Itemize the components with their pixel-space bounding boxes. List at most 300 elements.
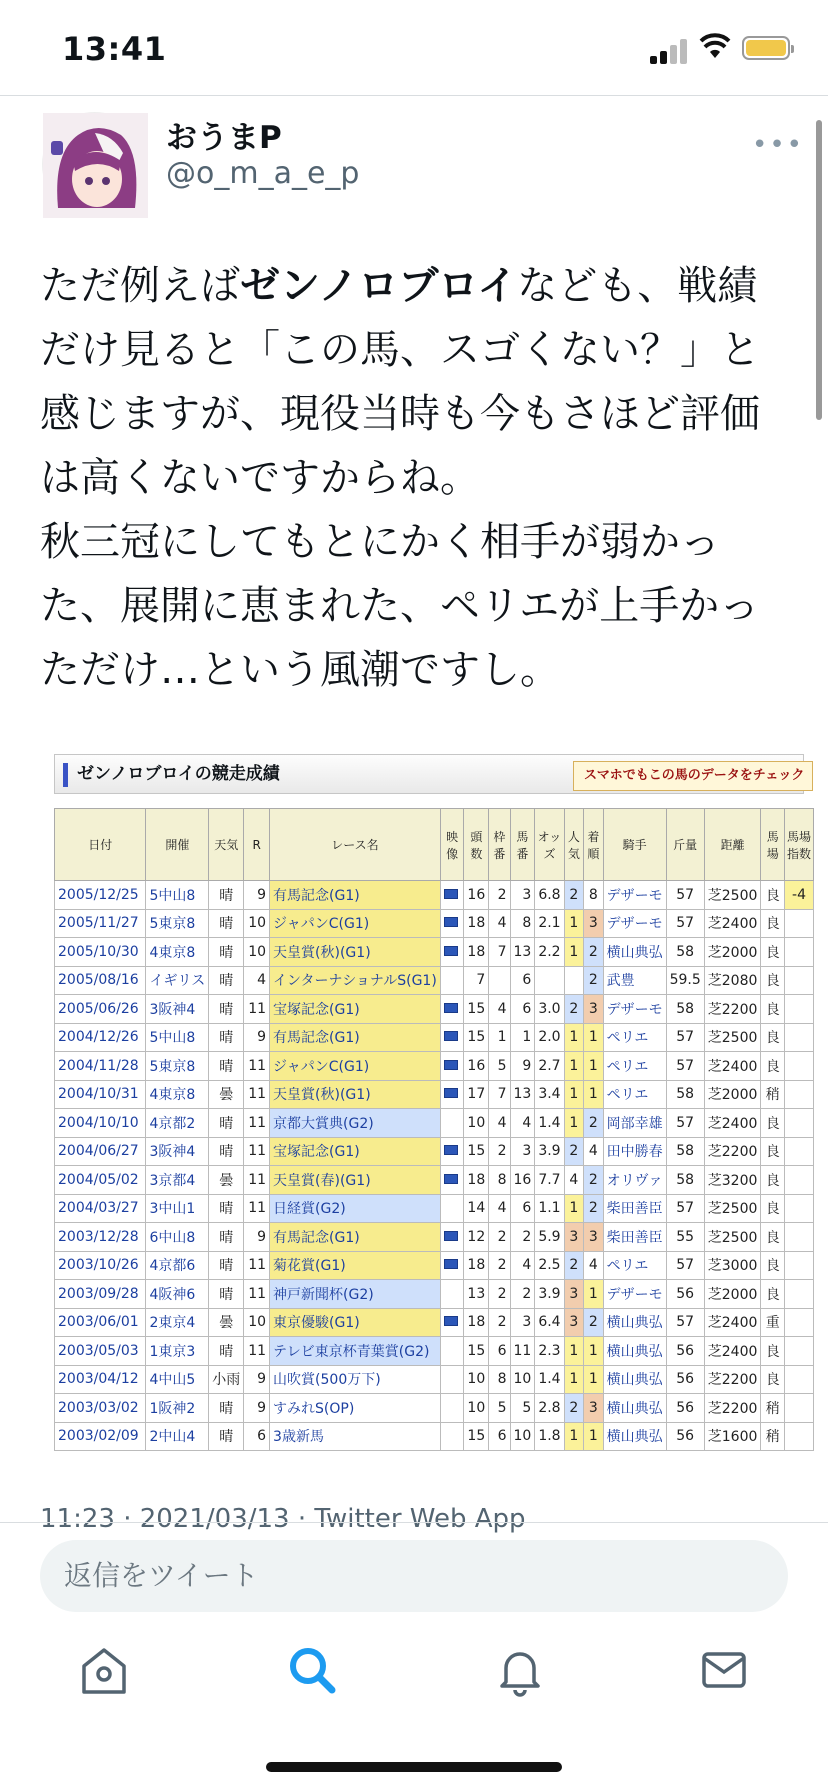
cell-video <box>440 1251 464 1280</box>
cell-dist: 芝2000 <box>704 1280 761 1309</box>
cell-r: 6 <box>244 1422 270 1451</box>
cell-pop: 2 <box>564 1251 584 1280</box>
cell-kin: 57 <box>666 909 704 938</box>
cell-waku: 6 <box>489 1422 510 1451</box>
cell-jockey[interactable]: ペリエ <box>603 1251 666 1280</box>
cell-date[interactable]: 2003/02/09 <box>55 1422 146 1451</box>
cell-weather: 曇 <box>209 1308 244 1337</box>
cell-venue[interactable]: 3阪神4 <box>146 995 209 1024</box>
cell-waku: 4 <box>489 1194 510 1223</box>
video-icon[interactable] <box>444 1174 458 1184</box>
cell-date[interactable]: 2004/12/26 <box>55 1023 146 1052</box>
cell-waku: 5 <box>489 1394 510 1423</box>
cell-jockey[interactable]: ペリエ <box>603 1052 666 1081</box>
cell-date[interactable]: 2003/10/26 <box>55 1251 146 1280</box>
cell-date[interactable]: 2004/06/27 <box>55 1137 146 1166</box>
cell-r: 9 <box>244 1365 270 1394</box>
cell-place: 1 <box>584 1280 604 1309</box>
cell-venue[interactable]: 5東京8 <box>146 1052 209 1081</box>
cell-umaban: 3 <box>510 1137 535 1166</box>
cell-pop: 1 <box>564 1194 584 1223</box>
cell-heads: 18 <box>464 938 489 967</box>
cell-place: 1 <box>584 1023 604 1052</box>
column-header: 日付 <box>55 809 146 881</box>
cell-jockey[interactable]: 柴田善臣 <box>603 1194 666 1223</box>
video-icon[interactable] <box>444 1003 458 1013</box>
cell-odds: 1.1 <box>535 1194 564 1223</box>
cell-date[interactable]: 2005/08/16 <box>55 966 146 995</box>
cell-race[interactable]: 有馬記念(G1) <box>270 1023 441 1052</box>
cell-jockey[interactable]: デザーモ <box>603 1280 666 1309</box>
cell-baba: 良 <box>761 1280 785 1309</box>
cell-race[interactable]: 宝塚記念(G1) <box>270 995 441 1024</box>
cell-idx <box>785 1365 814 1394</box>
cell-heads: 15 <box>464 995 489 1024</box>
cell-heads: 14 <box>464 1194 489 1223</box>
more-options-icon[interactable]: ••• <box>752 130 805 160</box>
cell-baba: 良 <box>761 1137 785 1166</box>
cell-video <box>440 1223 464 1252</box>
cell-jockey[interactable]: 横山典弘 <box>603 1422 666 1451</box>
cell-video <box>440 1109 464 1138</box>
cell-odds: 3.9 <box>535 1137 564 1166</box>
cell-dist: 芝2080 <box>704 966 761 995</box>
cell-pop: 1 <box>564 1023 584 1052</box>
tweet-timestamp: 11:23 · 2021/03/13 · Twitter Web App <box>40 1504 526 1534</box>
cell-venue[interactable]: 3京都4 <box>146 1166 209 1195</box>
tweet-text-bold: ゼンノロブロイ <box>240 263 518 309</box>
cell-venue[interactable]: 2中山4 <box>146 1422 209 1451</box>
cell-video <box>440 1280 464 1309</box>
cell-place: 2 <box>584 938 604 967</box>
cell-date[interactable]: 2003/12/28 <box>55 1223 146 1252</box>
cell-dist: 芝2200 <box>704 1365 761 1394</box>
cell-baba: 良 <box>761 1251 785 1280</box>
cell-place: 1 <box>584 1337 604 1366</box>
cell-idx <box>785 1394 814 1423</box>
cell-kin: 59.5 <box>666 966 704 995</box>
cell-race[interactable]: 天皇賞(春)(G1) <box>270 1166 441 1195</box>
video-icon[interactable] <box>444 1031 458 1041</box>
cell-heads: 15 <box>464 1023 489 1052</box>
cell-venue[interactable]: 3中山1 <box>146 1194 209 1223</box>
cell-jockey[interactable]: 横山典弘 <box>603 1394 666 1423</box>
cell-waku: 1 <box>489 1023 510 1052</box>
cell-waku: 2 <box>489 1137 510 1166</box>
cell-weather: 曇 <box>209 1080 244 1109</box>
cell-video <box>440 1337 464 1366</box>
cell-jockey[interactable]: 横山典弘 <box>603 1308 666 1337</box>
mail-icon[interactable] <box>694 1640 754 1700</box>
cell-weather: 晴 <box>209 1109 244 1138</box>
cell-jockey[interactable]: オリヴァ <box>603 1166 666 1195</box>
cell-pop: 1 <box>564 938 584 967</box>
cell-race[interactable]: テレビ東京杯青葉賞(G2) <box>270 1337 441 1366</box>
cell-race[interactable]: 山吹賞(500万下) <box>270 1365 441 1394</box>
cell-weather: 晴 <box>209 1023 244 1052</box>
tweet-text <box>40 254 792 702</box>
cell-weather: 晴 <box>209 1194 244 1223</box>
avatar[interactable] <box>42 112 147 217</box>
cell-race[interactable]: 宝塚記念(G1) <box>270 1137 441 1166</box>
cell-dist: 芝2400 <box>704 1109 761 1138</box>
cell-umaban: 2 <box>510 1280 535 1309</box>
cell-heads: 18 <box>464 1251 489 1280</box>
cell-venue[interactable]: 2東京4 <box>146 1308 209 1337</box>
cell-umaban: 1 <box>510 1023 535 1052</box>
cell-idx <box>785 1080 814 1109</box>
cell-waku: 8 <box>489 1166 510 1195</box>
status-bar <box>0 0 828 96</box>
cell-date[interactable]: 2004/10/10 <box>55 1109 146 1138</box>
cell-dist: 芝2500 <box>704 1023 761 1052</box>
cell-race[interactable]: 天皇賞(秋)(G1) <box>270 1080 441 1109</box>
table-row <box>55 1394 814 1423</box>
cell-place: 3 <box>584 1394 604 1423</box>
cell-place: 4 <box>584 1251 604 1280</box>
cell-odds <box>535 966 564 995</box>
cell-dist: 芝2200 <box>704 1137 761 1166</box>
cell-waku: 6 <box>489 1337 510 1366</box>
video-icon[interactable] <box>444 1088 458 1098</box>
column-header: 枠番 <box>489 809 510 881</box>
cell-video <box>440 938 464 967</box>
cell-dist: 芝2000 <box>704 938 761 967</box>
cell-date[interactable]: 2005/06/26 <box>55 995 146 1024</box>
cell-place: 2 <box>584 1194 604 1223</box>
cell-odds: 1.4 <box>535 1109 564 1138</box>
table-row <box>55 1251 814 1280</box>
home-icon[interactable] <box>74 1640 134 1700</box>
table-row <box>55 1137 814 1166</box>
cell-r: 10 <box>244 909 270 938</box>
cell-heads: 13 <box>464 1280 489 1309</box>
cell-dist: 芝1600 <box>704 1422 761 1451</box>
cell-venue[interactable]: 5東京8 <box>146 909 209 938</box>
column-header: 馬番 <box>510 809 535 881</box>
cell-waku: 4 <box>489 909 510 938</box>
cell-waku: 2 <box>489 1308 510 1337</box>
cell-race[interactable]: 東京優駿(G1) <box>270 1308 441 1337</box>
cell-weather: 晴 <box>209 1280 244 1309</box>
cell-jockey[interactable]: デザーモ <box>603 881 666 910</box>
cell-dist: 芝2500 <box>704 1194 761 1223</box>
cell-date[interactable]: 2005/12/25 <box>55 881 146 910</box>
cell-place: 3 <box>584 909 604 938</box>
cell-waku: 5 <box>489 1052 510 1081</box>
cell-baba: 良 <box>761 966 785 995</box>
user-handle[interactable]: @o_m_a_e_p <box>166 156 360 191</box>
cell-weather: 晴 <box>209 1137 244 1166</box>
cell-waku: 7 <box>489 938 510 967</box>
cell-waku: 2 <box>489 881 510 910</box>
cell-jockey[interactable]: ペリエ <box>603 1080 666 1109</box>
cell-idx <box>785 966 814 995</box>
cell-race[interactable]: 有馬記念(G1) <box>270 1223 441 1252</box>
cell-jockey[interactable]: 横山典弘 <box>603 938 666 967</box>
cell-umaban: 13 <box>510 938 535 967</box>
cell-odds: 2.1 <box>535 909 564 938</box>
cell-dist: 芝2400 <box>704 1337 761 1366</box>
cell-jockey[interactable]: デザーモ <box>603 995 666 1024</box>
clock: 13:41 <box>62 30 167 68</box>
video-icon[interactable] <box>444 1316 458 1326</box>
cell-jockey[interactable]: デザーモ <box>603 909 666 938</box>
cell-odds: 3.4 <box>535 1080 564 1109</box>
cell-pop: 2 <box>564 881 584 910</box>
cell-video <box>440 1308 464 1337</box>
table-row <box>55 1337 814 1366</box>
column-header: 馬場 <box>761 809 785 881</box>
table-row <box>55 1194 814 1223</box>
cell-idx <box>785 1052 814 1081</box>
cell-venue[interactable]: 6中山8 <box>146 1223 209 1252</box>
cell-place: 1 <box>584 1052 604 1081</box>
cell-venue[interactable]: イギリス <box>146 966 209 995</box>
battery-icon <box>742 36 790 60</box>
cell-baba: 良 <box>761 995 785 1024</box>
cell-weather: 晴 <box>209 995 244 1024</box>
scrollbar[interactable] <box>816 120 822 420</box>
cell-weather: 小雨 <box>209 1365 244 1394</box>
cell-weather: 曇 <box>209 1166 244 1195</box>
cell-baba: 稍 <box>761 1080 785 1109</box>
cell-video <box>440 1137 464 1166</box>
cell-idx <box>785 1166 814 1195</box>
cell-video <box>440 966 464 995</box>
cell-dist: 芝2200 <box>704 1394 761 1423</box>
bell-icon[interactable] <box>490 1640 550 1700</box>
cell-venue[interactable]: 4東京8 <box>146 938 209 967</box>
cell-idx <box>785 1109 814 1138</box>
cell-jockey[interactable]: 柴田善臣 <box>603 1223 666 1252</box>
table-row <box>55 1223 814 1252</box>
table-body <box>55 881 814 1451</box>
cell-idx <box>785 1308 814 1337</box>
table-title <box>54 754 804 794</box>
cell-baba: 良 <box>761 1337 785 1366</box>
cell-place: 4 <box>584 1137 604 1166</box>
cell-idx <box>785 1194 814 1223</box>
cell-waku: 8 <box>489 1365 510 1394</box>
cell-date[interactable]: 2004/11/28 <box>55 1052 146 1081</box>
cell-jockey[interactable]: 横山典弘 <box>603 1365 666 1394</box>
cell-heads: 12 <box>464 1223 489 1252</box>
video-icon[interactable] <box>444 1259 458 1269</box>
cell-jockey[interactable]: ペリエ <box>603 1023 666 1052</box>
cell-dist: 芝2400 <box>704 1052 761 1081</box>
home-indicator[interactable] <box>266 1762 562 1772</box>
cell-waku: 2 <box>489 1280 510 1309</box>
cell-heads: 7 <box>464 966 489 995</box>
cell-video <box>440 1365 464 1394</box>
cell-kin: 58 <box>666 1166 704 1195</box>
cell-race[interactable]: 有馬記念(G1) <box>270 881 441 910</box>
bottom-nav <box>0 1640 828 1710</box>
display-name[interactable]: おうまP <box>166 120 282 156</box>
cell-date[interactable]: 2003/09/28 <box>55 1280 146 1309</box>
cell-r: 11 <box>244 1166 270 1195</box>
cell-umaban: 4 <box>510 1109 535 1138</box>
cell-date[interactable]: 2005/10/30 <box>55 938 146 967</box>
cell-weather: 晴 <box>209 881 244 910</box>
cell-date[interactable]: 2004/05/02 <box>55 1166 146 1195</box>
cell-idx <box>785 1023 814 1052</box>
cell-pop: 1 <box>564 1365 584 1394</box>
video-icon[interactable] <box>444 1231 458 1241</box>
cell-venue[interactable]: 5中山8 <box>146 881 209 910</box>
cell-place: 8 <box>584 881 604 910</box>
cell-date[interactable]: 2005/11/27 <box>55 909 146 938</box>
cell-jockey[interactable]: 岡部幸雄 <box>603 1109 666 1138</box>
cell-jockey[interactable]: 横山典弘 <box>603 1337 666 1366</box>
cell-video <box>440 1422 464 1451</box>
video-icon[interactable] <box>444 889 458 899</box>
cell-baba: 重 <box>761 1308 785 1337</box>
cell-baba: 良 <box>761 1052 785 1081</box>
cell-place: 1 <box>584 1365 604 1394</box>
tweet-text-part: ただ例えば <box>40 263 240 309</box>
video-icon[interactable] <box>444 1145 458 1155</box>
cell-race[interactable]: すみれS(OP) <box>270 1394 441 1423</box>
cell-baba: 稍 <box>761 1422 785 1451</box>
cell-venue[interactable]: 4京都6 <box>146 1251 209 1280</box>
cell-dist: 芝3200 <box>704 1166 761 1195</box>
cell-umaban: 9 <box>510 1052 535 1081</box>
cell-jockey[interactable]: 田中勝春 <box>603 1137 666 1166</box>
cell-kin: 57 <box>666 1194 704 1223</box>
attached-image-race-record[interactable] <box>52 752 812 1452</box>
cell-weather: 晴 <box>209 966 244 995</box>
search-icon[interactable] <box>282 1640 342 1700</box>
reply-input[interactable]: 返信をツイート <box>40 1540 788 1612</box>
cell-kin: 56 <box>666 1394 704 1423</box>
cell-weather: 晴 <box>209 1394 244 1423</box>
cell-weather: 晴 <box>209 938 244 967</box>
cell-kin: 56 <box>666 1365 704 1394</box>
cell-video <box>440 1194 464 1223</box>
cell-weather: 晴 <box>209 1422 244 1451</box>
cell-video <box>440 881 464 910</box>
cell-heads: 10 <box>464 1365 489 1394</box>
video-icon[interactable] <box>444 917 458 927</box>
cell-date[interactable]: 2003/04/12 <box>55 1365 146 1394</box>
table-row <box>55 1109 814 1138</box>
cell-date[interactable]: 2003/06/01 <box>55 1308 146 1337</box>
cell-video <box>440 1052 464 1081</box>
cell-race[interactable]: 日経賞(G2) <box>270 1194 441 1223</box>
cell-race[interactable]: 神戸新聞杯(G2) <box>270 1280 441 1309</box>
cell-venue[interactable]: 4阪神6 <box>146 1280 209 1309</box>
cell-venue[interactable]: 1東京3 <box>146 1337 209 1366</box>
table-row <box>55 1080 814 1109</box>
cell-baba: 稍 <box>761 1394 785 1423</box>
cell-pop: 3 <box>564 1308 584 1337</box>
cell-r: 11 <box>244 1052 270 1081</box>
cell-dist: 芝2500 <box>704 881 761 910</box>
cell-r: 11 <box>244 995 270 1024</box>
divider <box>0 1522 828 1523</box>
cell-venue[interactable]: 4中山5 <box>146 1365 209 1394</box>
cell-race[interactable]: インターナショナルS(G1) <box>270 966 441 995</box>
cell-date[interactable]: 2004/03/27 <box>55 1194 146 1223</box>
cell-r: 9 <box>244 1023 270 1052</box>
cell-pop <box>564 966 584 995</box>
cell-idx <box>785 995 814 1024</box>
cell-odds: 3.0 <box>535 995 564 1024</box>
cell-venue[interactable]: 5中山8 <box>146 1023 209 1052</box>
cell-video <box>440 995 464 1024</box>
tweet-text-part: なども、戦績だけ見ると「この馬、スゴくない？」と感じますが、現役当時も今もさほど評価は高くないですからね。 秋三冠にしてもとにかく相手が弱かった、展開に恵まれた、ペリエが上手かっただけ…という風潮ですし。 <box>40 263 760 693</box>
cell-race[interactable]: ジャパンC(G1) <box>270 1052 441 1081</box>
cell-pop: 1 <box>564 1337 584 1366</box>
video-icon[interactable] <box>444 1060 458 1070</box>
cell-umaban: 6 <box>510 1194 535 1223</box>
cell-pop: 1 <box>564 909 584 938</box>
cell-date[interactable]: 2003/03/02 <box>55 1394 146 1423</box>
video-icon[interactable] <box>444 946 458 956</box>
cell-heads: 10 <box>464 1394 489 1423</box>
cell-odds: 2.7 <box>535 1052 564 1081</box>
cell-venue[interactable]: 4東京8 <box>146 1080 209 1109</box>
cell-kin: 58 <box>666 938 704 967</box>
cell-waku: 2 <box>489 1251 510 1280</box>
cell-idx <box>785 1251 814 1280</box>
cell-jockey[interactable]: 武豊 <box>603 966 666 995</box>
cell-waku: 2 <box>489 1223 510 1252</box>
column-header: 頭数 <box>464 809 489 881</box>
cell-venue[interactable]: 3阪神4 <box>146 1137 209 1166</box>
cell-dist: 芝2000 <box>704 1080 761 1109</box>
cell-video <box>440 1394 464 1423</box>
cell-weather: 晴 <box>209 909 244 938</box>
cell-umaban: 13 <box>510 1080 535 1109</box>
cell-umaban: 3 <box>510 881 535 910</box>
cell-odds: 6.8 <box>535 881 564 910</box>
column-header: 馬場指数 <box>785 809 814 881</box>
cell-umaban: 16 <box>510 1166 535 1195</box>
cell-race[interactable]: 天皇賞(秋)(G1) <box>270 938 441 967</box>
cell-kin: 56 <box>666 1280 704 1309</box>
cell-race[interactable]: 京都大賞典(G2) <box>270 1109 441 1138</box>
table-row <box>55 1308 814 1337</box>
table-row <box>55 1365 814 1394</box>
cell-video <box>440 909 464 938</box>
column-header: レース名 <box>270 809 441 881</box>
cell-umaban: 5 <box>510 1394 535 1423</box>
cell-venue[interactable]: 4京都2 <box>146 1109 209 1138</box>
cell-odds: 2.3 <box>535 1337 564 1366</box>
cell-r: 11 <box>244 1337 270 1366</box>
cell-race[interactable]: 3歳新馬 <box>270 1422 441 1451</box>
cell-kin: 57 <box>666 1308 704 1337</box>
cell-heads: 16 <box>464 881 489 910</box>
table-header-row <box>55 809 814 881</box>
cell-date[interactable]: 2004/10/31 <box>55 1080 146 1109</box>
table-row <box>55 1280 814 1309</box>
cell-venue[interactable]: 1阪神2 <box>146 1394 209 1423</box>
cell-race[interactable]: ジャパンC(G1) <box>270 909 441 938</box>
cell-place: 2 <box>584 1166 604 1195</box>
cell-race[interactable]: 菊花賞(G1) <box>270 1251 441 1280</box>
column-header: 人気 <box>564 809 584 881</box>
cell-umaban: 10 <box>510 1422 535 1451</box>
cell-idx <box>785 1422 814 1451</box>
table-row <box>55 1052 814 1081</box>
cell-date[interactable]: 2003/05/03 <box>55 1337 146 1366</box>
cell-r: 9 <box>244 1223 270 1252</box>
cell-baba: 良 <box>761 909 785 938</box>
